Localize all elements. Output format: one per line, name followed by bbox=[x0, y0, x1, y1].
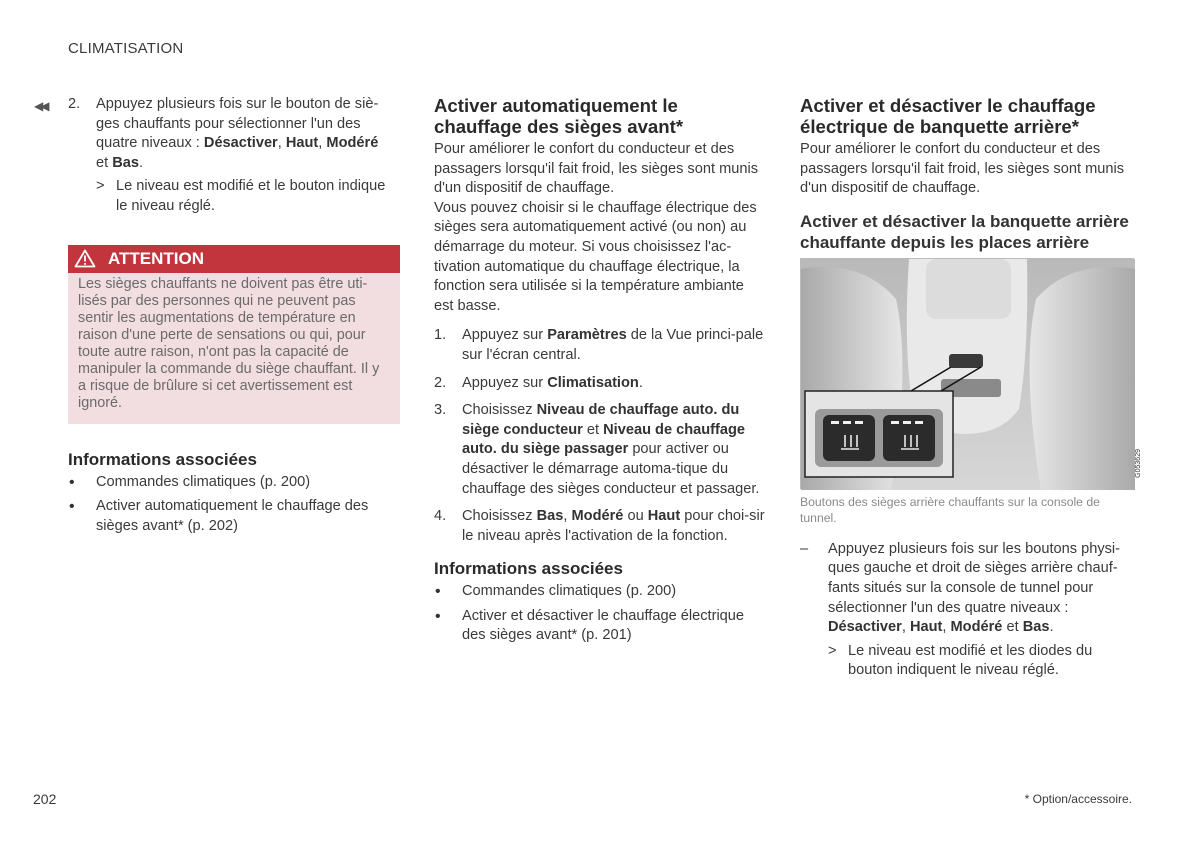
image-code: G053629 bbox=[1135, 448, 1142, 478]
step-1: 1. Appuyez sur Paramètres de la Vue princi-pale sur l'écran central. bbox=[434, 327, 764, 363]
step-3: 3. Choisissez Niveau de chauffage auto. du siège conducteur et Niveau de chauffage auto. du siège passager pour activer ou désactiver le démarrage automa-tique du chauffage des sièges conducteur et passager. bbox=[434, 402, 760, 497]
image-caption: Boutons des sièges arrière chauffants sur la console de tunnel. bbox=[800, 494, 1100, 525]
warning-triangle-icon bbox=[74, 249, 96, 268]
body-paragraph: Vous pouvez choisir si le chauffage électrique des sièges sera automatiquement activé (ou non) au démarrage du moteur. Si vous choisissez l'ac-tivation automatique du chauffage électrique, la fonction sera utilisée si la température ambiante est basse. bbox=[434, 199, 757, 314]
related-link[interactable]: • Commandes climatiques (p. 200) bbox=[434, 582, 766, 602]
intro-paragraph: Pour améliorer le confort du conducteur et des passagers lorsqu'il fait froid, les sièges sont munis d'un dispositif de chauffage. bbox=[434, 141, 758, 197]
column-1 bbox=[34, 95, 400, 541]
previous-page-icon[interactable]: ◀◀ bbox=[34, 99, 47, 113]
step-2: 2. Appuyez sur Climatisation. bbox=[434, 374, 643, 391]
section-title: Activer automatiquement le chauffage des sièges avant* bbox=[434, 95, 684, 137]
column-2 bbox=[434, 95, 766, 651]
warning-box bbox=[68, 245, 400, 424]
warning-header bbox=[68, 245, 400, 273]
related-link[interactable]: • Activer et désactiver le chauffage électrique des sièges avant* (p. 201) bbox=[434, 607, 766, 646]
subsection-title: Activer et désactiver la banquette arrière chauffante depuis les places arrière bbox=[800, 211, 1129, 253]
step-dash: – Appuyez plusieurs fois sur les boutons physi-ques gauche et droit de sièges arrière chauf-fants situés sur la console de tunnel pour sélectionner l'un des quatre niveaux : Désactiver, Haut, Modéré et Bas. bbox=[800, 540, 1121, 636]
section-title: Activer et désactiver le chauffage électrique de banquette arrière* bbox=[800, 95, 1096, 137]
related-links bbox=[68, 473, 400, 537]
warning-text: Les sièges chauffants ne doivent pas être uti-lisés par des personnes qui ne peuvent pas sentir les augmentations de température en raison d'une perte de sensations ou qui, pour toute autre raison, n'ont pas la capacité de manipuler la commande du siège chauffant. Il y a risque de brûlure si cet avertissement est ignoré. bbox=[78, 275, 380, 411]
rear-console-photo bbox=[800, 258, 1142, 489]
related-link[interactable]: • Commandes climatiques (p. 200) bbox=[68, 473, 400, 493]
page-number: 202 bbox=[33, 791, 57, 807]
related-info-heading: Informations associées bbox=[434, 559, 623, 579]
step-4: 4. Choisissez Bas, Modéré ou Haut pour choi-sir le niveau après l'activation de la fonction. bbox=[434, 508, 765, 544]
column-3 bbox=[800, 95, 1142, 681]
footnote: * Option/accessoire. bbox=[1024, 792, 1132, 806]
intro-paragraph: Pour améliorer le confort du conducteur et des passagers lorsqu'il fait froid, les sièges sont munis d'un dispositif de chauffage. bbox=[800, 141, 1124, 197]
step-result: > Le niveau est modifié et le bouton indique le niveau réglé. bbox=[96, 178, 386, 214]
related-links bbox=[434, 582, 766, 646]
rear-seat-buttons-illustration bbox=[801, 259, 1135, 490]
step-result: > Le niveau est modifié et les diodes du bouton indiquent le niveau réglé. bbox=[828, 642, 1093, 679]
related-info-heading: Informations associées bbox=[68, 449, 257, 469]
section-header: CLIMATISATION bbox=[68, 40, 184, 57]
result-arrow: > bbox=[96, 178, 105, 195]
related-link[interactable]: • Activer automatiquement le chauffage des sièges avant* (p. 202) bbox=[68, 497, 400, 536]
step-2: 2. Appuyez plusieurs fois sur le bouton de siè-ges chauffants pour sélectionner l'un des quatre niveaux : Désactiver, Haut, Modéré et Bas. bbox=[68, 96, 379, 171]
step-number: 2. bbox=[68, 96, 81, 112]
warning-title: ATTENTION bbox=[108, 248, 205, 268]
